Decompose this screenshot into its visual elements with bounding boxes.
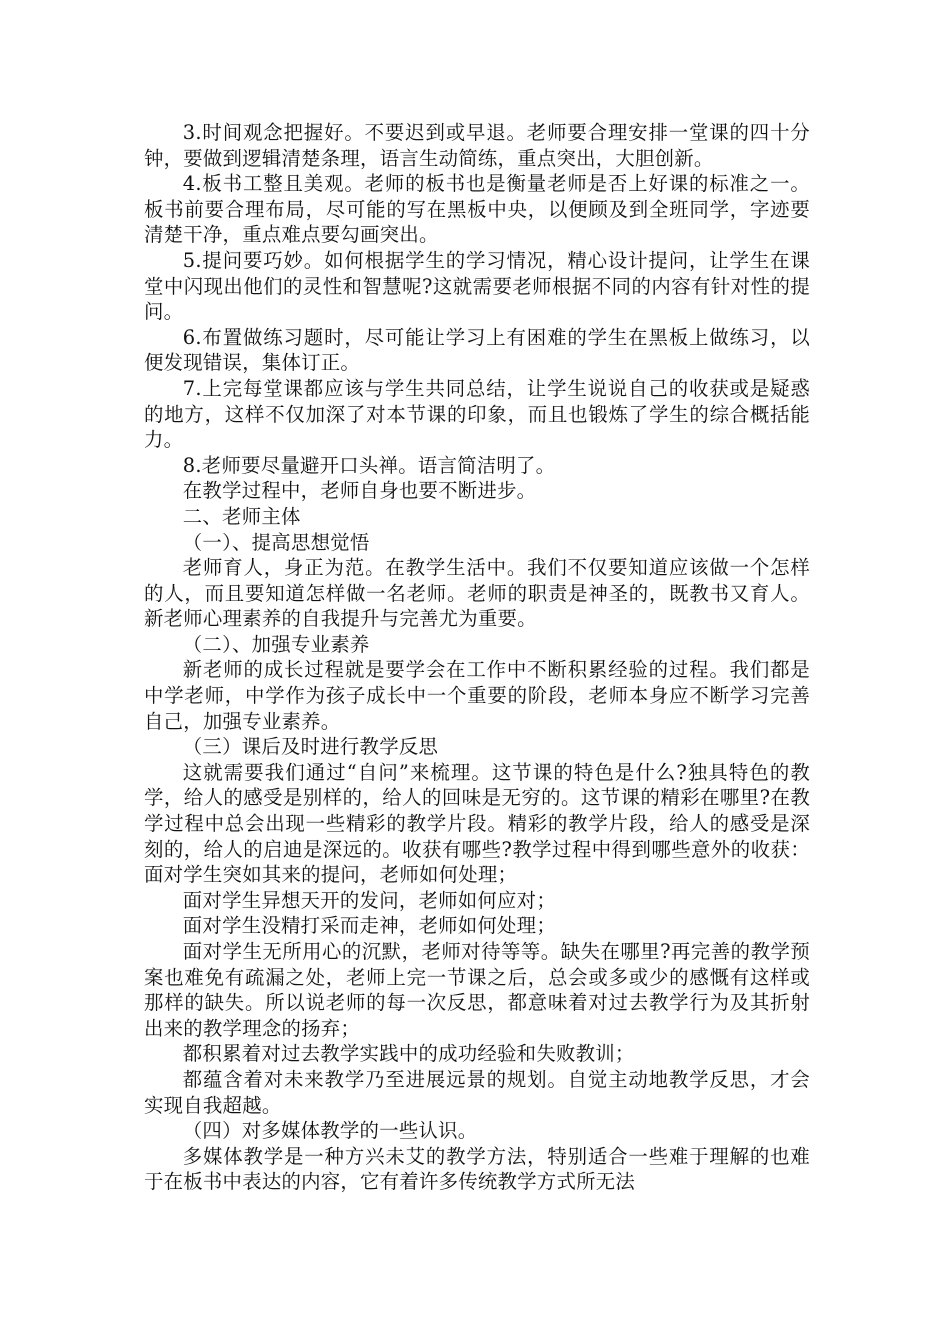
section-heading-teacher-subject: 二、老师主体	[182, 504, 301, 528]
document-body	[144, 120, 810, 1195]
paragraph-item-3: 3.时间观念把握好。不要迟到或早退。老师要合理安排一堂课的四十分钟，要做到逻辑清楚条理，语言生动简练，重点突出，大胆创新。	[144, 121, 810, 170]
paragraph-reflection-a: 面对学生异想天开的发问，老师如何应对；	[182, 888, 556, 912]
subheading-3: （三）课后及时进行教学反思	[182, 735, 439, 759]
paragraph-item-8: 8.老师要尽量避开口头禅。语言简洁明了。	[182, 453, 556, 477]
subheading-2: （二）、加强专业素养	[182, 632, 370, 656]
paragraph-item-4: 4.板书工整且美观。老师的板书也是衡量老师是否上好课的标准之一。板书前要合理布局，尽可能的写在黑板中央，以便顾及到全班同学，字迹要清楚干净，重点难点要勾画突出。	[144, 172, 810, 247]
paragraph-summary: 在教学过程中，老师自身也要不断进步。	[182, 479, 537, 503]
subheading-1: （一）、提高思想觉悟	[182, 530, 370, 554]
paragraph-reflection-c: 面对学生无所用心的沉默，老师对待等等。缺失在哪里?再完善的教学预案也难免有疏漏之处，老师上完一节课之后，总会或多或少的感慨有这样或那样的缺失。所以说老师的每一次反思，都意味着对过去教学行为及其折射出来的教学理念的扬弃；	[144, 940, 810, 1040]
paragraph-reflection-e: 都蕴含着对未来教学乃至进展远景的规划。自觉主动地教学反思，才会实现自我超越。	[144, 1067, 810, 1117]
paragraph-multimedia: 多媒体教学是一种方兴未艾的教学方法，特别适合一些难于理解的也难于在板书中表达的内容，它有着许多传统教学方式所无法	[144, 1144, 810, 1194]
paragraph-reflection-b: 面对学生没精打采而走神，老师如何处理；	[182, 914, 556, 938]
paragraph-reflection-d: 都积累着对过去教学实践中的成功经验和失败教训；	[182, 1042, 635, 1066]
paragraph-item-6: 6.布置做练习题时，尽可能让学习上有困难的学生在黑板上做练习，以便发现错误，集体订正。	[144, 325, 810, 375]
subheading-4: （四）对多媒体教学的一些认识。	[182, 1119, 478, 1143]
paragraph-ideology: 老师育人，身正为范。在教学生活中。我们不仅要知道应该做一个怎样的人，而且要知道怎样做一名老师。老师的职责是神圣的，既教书又育人。新老师心理素养的自我提升与完善尤为重要。	[144, 556, 810, 631]
paragraph-professional: 新老师的成长过程就是要学会在工作中不断积累经验的过程。我们都是中学老师，中学作为孩子成长中一个重要的阶段，老师本身应不断学习完善自己，加强专业素养。	[144, 658, 810, 733]
paragraph-item-7: 7.上完每堂课都应该与学生共同总结，让学生说说自己的收获或是疑惑的地方，这样不仅加深了对本节课的印象，而且也锻炼了学生的综合概括能力。	[144, 376, 810, 452]
paragraph-reflection: 这就需要我们通过“自问”来梳理。这节课的特色是什么?独具特色的教学，给人的感受是别样的，给人的回味是无穷的。这节课的精彩在哪里?在教学过程中总会出现一些精彩的教学片段。精彩的教学片段，给人的感受是深刻的，给人的启迪是深远的。收获有哪些?教学过程中得到哪些意外的收获：面对学生突如其来的提问，老师如何处理；	[144, 760, 810, 887]
paragraph-item-5: 5.提问要巧妙。如何根据学生的学习情况，精心设计提问，让学生在课堂中闪现出他们的灵性和智慧呢?这就需要老师根据不同的内容有针对性的提问。	[144, 248, 810, 324]
